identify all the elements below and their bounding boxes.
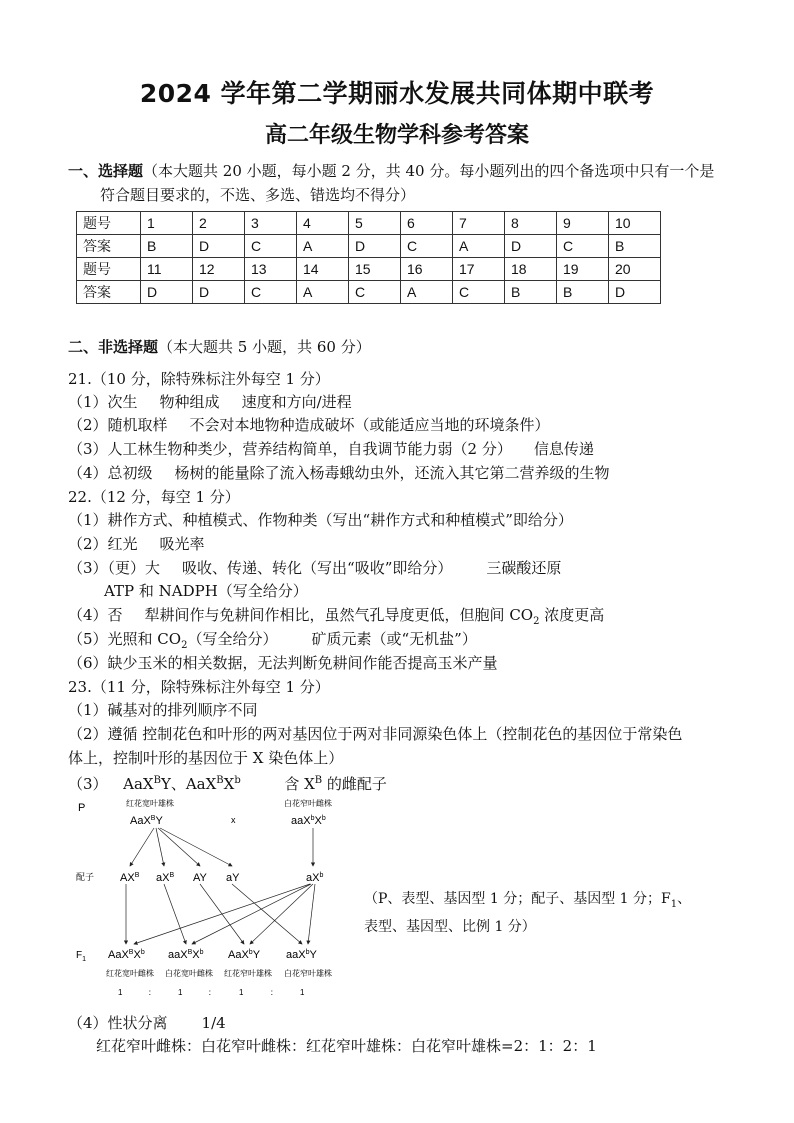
answer-text: 吸收、传递、转化（写出“吸收”即给分） (182, 559, 453, 577)
p-label: P (78, 802, 86, 814)
table-cell: 8 (505, 212, 557, 235)
table-cell: 17 (453, 258, 505, 281)
table-cell: 19 (557, 258, 609, 281)
table-row (77, 281, 661, 304)
q22-head: 22.（12 分，每空 1 分） (68, 488, 240, 506)
table-cell: 13 (245, 258, 297, 281)
answer-table (76, 211, 661, 304)
offspring-genotype: $AaX^BX^b$ (108, 949, 145, 961)
q22-answer-2 (68, 533, 205, 555)
ratio-sep: ： (208, 988, 216, 997)
gamete: $AX^B$ (120, 872, 140, 884)
ratio-value: 1 (178, 988, 183, 997)
superscript: B (314, 775, 323, 786)
answer-text: （2）红光 (68, 535, 138, 553)
answer-text: AaX (123, 775, 154, 793)
table-cell: C (401, 235, 453, 258)
q23-answer-2: （2）遵循 控制花色和叶形的两对基因位于两对非同源染色体上（控制花色的基因位于常染色 (68, 725, 683, 743)
table-row (77, 258, 661, 281)
q23-answer-2b: 体上，控制叶形的基因位于 X 染色体上） (68, 749, 344, 767)
table-cell: D (141, 281, 193, 304)
section2-desc: （本大题共 5 小题，共 60 分） (158, 338, 371, 356)
table-row (77, 212, 661, 235)
answer-text: （3） (68, 775, 108, 793)
table-cell: 20 (609, 258, 661, 281)
table-cell: 答案 (77, 281, 141, 304)
gamete: $aX^B$ (156, 872, 175, 884)
q21-head: 21.（10 分，除特殊标注外每空 1 分） (68, 370, 330, 388)
answer-text: （4）否 (68, 606, 123, 624)
answer-text: （1）次生 (68, 393, 138, 411)
ratio-value: 1 (239, 988, 244, 997)
section1-heading: 一、选择题 (68, 162, 144, 180)
q22-answer-1: （1）耕作方式、种植模式、作物种类（写出“耕作方式和种植模式”即给分） (68, 511, 573, 529)
table-cell: 16 (401, 258, 453, 281)
grading-note-line1: （P、表型、基因型 1 分；配子、基因型 1 分；$F_1$、 (364, 891, 692, 910)
q22-answer-3 (68, 557, 561, 579)
table-cell: B (557, 281, 609, 304)
table-cell: A (297, 235, 349, 258)
table-cell: 10 (609, 212, 661, 235)
offspring-phenotype: 红花宽叶雌株 (106, 969, 154, 978)
female-phenotype: 白花窄叶雌株 (284, 799, 332, 808)
table-cell: D (609, 281, 661, 304)
answer-text: 速度和方向/进程 (241, 393, 352, 411)
section1-desc-2: 符合题目要求的，不选、多选、错选均不得分） (100, 186, 416, 204)
q21-answer-1 (68, 391, 352, 413)
gamete: $aX^b$ (306, 872, 324, 884)
table-cell: A (401, 281, 453, 304)
q21-answer-4 (68, 462, 610, 484)
answer-text: 犁耕间作与免耕间作相比，虽然气孔导度更低，但胞间 CO (144, 606, 534, 624)
q21-answer-2 (68, 414, 550, 436)
table-cell: 答案 (77, 235, 141, 258)
superscript: b (234, 775, 241, 786)
superscript: B (153, 775, 161, 786)
table-cell: A (453, 235, 505, 258)
answer-text: （5）光照和 CO (68, 630, 182, 648)
table-cell: D (193, 281, 245, 304)
table-cell: 12 (193, 258, 245, 281)
answer-text: （3）人工林生物种类少，营养结构简单，自我调节能力弱（2 分） (68, 440, 512, 458)
offspring-phenotype: 白花宽叶雌株 (165, 969, 213, 978)
answer-text: 1/4 (201, 1014, 226, 1032)
table-cell: 题号 (77, 258, 141, 281)
genetic-cross-diagram (68, 792, 358, 1002)
ratio-value: 1 (300, 988, 305, 997)
q21-answer-3 (68, 438, 594, 460)
table-cell: A (297, 281, 349, 304)
f1-label: $F_1$ (76, 950, 87, 963)
table-cell: D (349, 235, 401, 258)
grading-note (364, 888, 744, 938)
table-cell: 题号 (77, 212, 141, 235)
table-cell: 1 (141, 212, 193, 235)
table-cell: 11 (141, 258, 193, 281)
answer-text: 三碳酸还原 (486, 559, 562, 577)
q23-answer-1: （1）碱基对的排列顺序不同 (68, 701, 258, 719)
table-cell: C (245, 281, 297, 304)
table-cell: 6 (401, 212, 453, 235)
section1-desc: （本大题共 20 小题，每小题 2 分，共 40 分。每小题列出的四个备选项中只有一个是 (143, 162, 715, 180)
answer-text: （2）随机取样 (68, 416, 168, 434)
table-cell: 4 (297, 212, 349, 235)
answer-text: 不会对本地物种造成破坏（或能适应当地的环境条件） (189, 416, 550, 434)
table-row (77, 235, 661, 258)
table-cell: C (557, 235, 609, 258)
answer-text: 矿质元素（或“无机盐”） (311, 630, 477, 648)
offspring-genotype: $aaX^BX^b$ (168, 949, 204, 961)
table-cell: C (453, 281, 505, 304)
q22-answer-6: （6）缺少玉米的相关数据，无法判断免耕间作能否提高玉米产量 (68, 654, 498, 672)
gamete: aY (226, 872, 240, 884)
gamete-label: 配子 (76, 872, 95, 882)
exam-title: 2024 学年第二学期丽水发展共同体期中联考 (139, 79, 655, 108)
q23-head: 23.（11 分，除特殊标注外每空 1 分） (68, 678, 330, 696)
ratio-sep: ： (270, 988, 278, 997)
ratio-sep: ： (148, 988, 156, 997)
female-genotype: $aaX^bX^b$ (291, 815, 326, 827)
table-cell: D (505, 235, 557, 258)
table-cell: 2 (193, 212, 245, 235)
section1-heading-line (68, 160, 714, 182)
answer-text: Y、AaX (160, 775, 217, 793)
q22-answer-3b: ATP 和 NADPH（写全给分） (104, 582, 308, 600)
table-cell: C (349, 281, 401, 304)
answer-text: 信息传递 (533, 440, 594, 458)
table-cell: 5 (349, 212, 401, 235)
cross-symbol: x (231, 815, 236, 825)
grading-note-line2: 表型、基因型、比例 1 分） (364, 918, 536, 935)
exam-subtitle: 高二年级生物学科参考答案 (264, 123, 529, 148)
table-cell: C (245, 235, 297, 258)
answer-text: 物种组成 (159, 393, 220, 411)
table-cell: 7 (453, 212, 505, 235)
table-cell: 9 (557, 212, 609, 235)
answer-text: （4）总初级 (68, 464, 153, 482)
male-genotype: AaX$^B$Y (130, 815, 163, 827)
table-cell: 15 (349, 258, 401, 281)
ratio-value: 1 (118, 988, 123, 997)
table-cell: D (193, 235, 245, 258)
table-cell: 18 (505, 258, 557, 281)
section2-heading-line (68, 336, 371, 358)
subscript: 2 (181, 640, 188, 651)
table-cell: 3 (245, 212, 297, 235)
answer-text: （写全给分） (187, 630, 278, 648)
table-cell: B (609, 235, 661, 258)
section2-heading: 二、非选择题 (68, 338, 159, 356)
answer-text: 杨树的能量除了流入杨毒蛾幼虫外，还流入其它第二营养级的生物 (174, 464, 610, 482)
table-cell: 14 (297, 258, 349, 281)
q23-answer-4 (68, 1012, 226, 1034)
answer-text: 浓度更高 (539, 606, 605, 624)
gamete: AY (193, 872, 207, 884)
cross-arrows (126, 828, 315, 944)
male-phenotype: 红花宽叶雄株 (126, 799, 174, 808)
table-cell: B (141, 235, 193, 258)
offspring-genotype: aaX$^b$Y (286, 949, 317, 961)
answer-text: 的雌配子 (322, 775, 387, 793)
offspring-phenotype: 白花窄叶雄株 (284, 969, 332, 978)
offspring-genotype: AaX$^b$Y (228, 949, 261, 961)
q23-answer-4b: 红花窄叶雌株：白花窄叶雌株：红花窄叶雄株：白花窄叶雄株=2：1：2：1 (96, 1037, 597, 1055)
answer-text: （4）性状分离 (68, 1014, 168, 1032)
answer-text: X (223, 775, 235, 793)
subscript: 2 (533, 616, 540, 627)
answer-text: （3）（更）大 (68, 559, 161, 577)
table-cell: B (505, 281, 557, 304)
offspring-phenotype: 红花窄叶雄株 (224, 969, 272, 978)
superscript: B (216, 775, 224, 786)
answer-text: 含 X (284, 775, 315, 793)
answer-text: 吸光率 (159, 535, 205, 553)
